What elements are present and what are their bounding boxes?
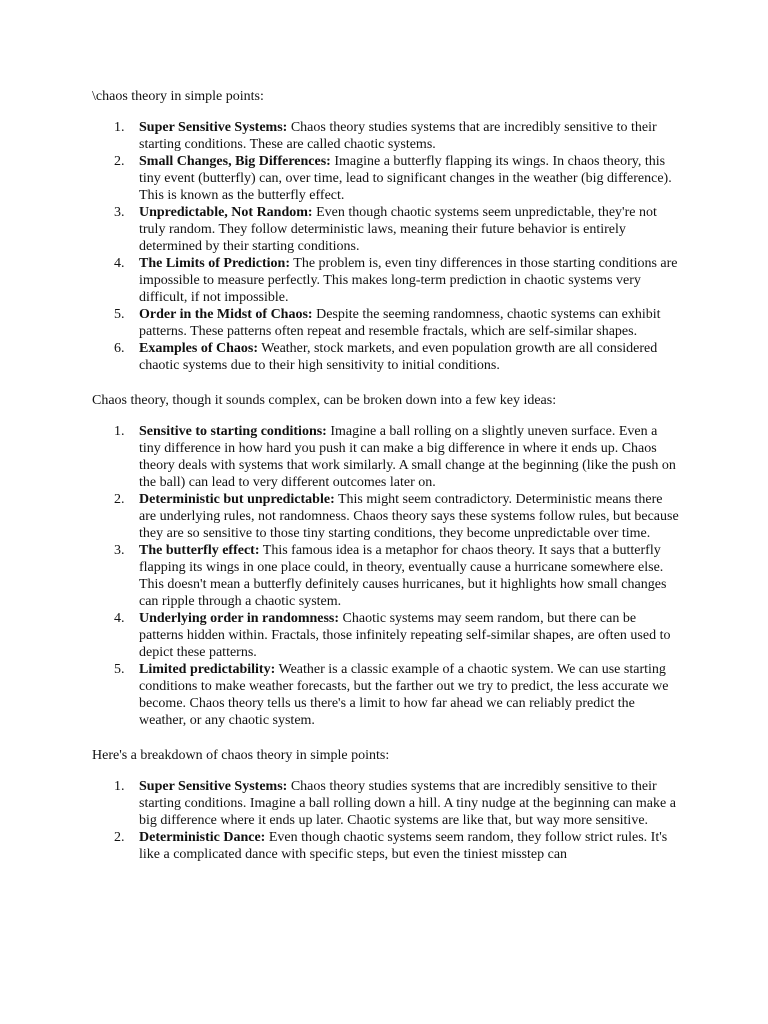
item-title: Deterministic Dance: xyxy=(139,830,266,845)
item-number: 1. xyxy=(114,424,125,439)
item-text: Chaos theory studies systems that are incredibly sensitive to their starting conditions. Imagine a ball rolling down a hill. A tiny nudge at the beginning can make a big difference where it ends up later. Chaotic systems are like that, but way more sensitive. xyxy=(139,779,676,828)
section-3-intro: Here's a breakdown of chaos theory in simple points: xyxy=(92,748,390,763)
item-title: Unpredictable, Not Random: xyxy=(139,205,313,220)
section-2-list xyxy=(92,423,682,729)
item-number: 1. xyxy=(114,120,125,135)
item-text: Weather, stock markets, and even population growth are all considered chaotic systems due to their high sensitivity to initial conditions. xyxy=(139,341,658,373)
list-item xyxy=(92,153,682,204)
item-number: 5. xyxy=(114,662,125,677)
item-text: Despite the seeming randomness, chaotic systems can exhibit patterns. These patterns often repeat and resemble fractals, which are self-similar shapes. xyxy=(139,307,661,339)
item-number: 2. xyxy=(114,492,125,507)
item-number: 3. xyxy=(114,205,125,220)
list-item xyxy=(92,306,682,340)
section-1-intro: \chaos theory in simple points: xyxy=(92,89,264,104)
list-item xyxy=(92,119,682,153)
item-title: Super Sensitive Systems: xyxy=(139,120,288,135)
item-text: This famous idea is a metaphor for chaos theory. It says that a butterfly flapping its wings in one place could, in theory, eventually cause a hurricane somewhere else. This doesn't mean a butterfly definitely causes hurricanes, but it highlights how small changes can ripple through a chaotic system. xyxy=(139,543,667,609)
document-page xyxy=(92,88,682,863)
item-text: Even though chaotic systems seem unpredictable, they're not truly random. They follow deterministic laws, meaning their future behavior is entirely determined by their starting conditions. xyxy=(139,205,657,254)
list-item xyxy=(92,423,682,491)
item-number: 4. xyxy=(114,611,125,626)
item-title: Small Changes, Big Differences: xyxy=(139,154,331,169)
item-number: 3. xyxy=(114,543,125,558)
section-3-list xyxy=(92,778,682,863)
item-title: Examples of Chaos: xyxy=(139,341,259,356)
item-title: Limited predictability: xyxy=(139,662,276,677)
section-2-intro: Chaos theory, though it sounds complex, can be broken down into a few key ideas: xyxy=(92,393,557,408)
item-text: Chaotic systems may seem random, but there can be patterns hidden within. Fractals, those infinitely repeating self-similar shapes, are often used to depict these patterns. xyxy=(139,611,671,660)
item-number: 2. xyxy=(114,830,125,845)
item-title: The butterfly effect: xyxy=(139,543,260,558)
list-item xyxy=(92,829,682,863)
list-item xyxy=(92,610,682,661)
item-number: 4. xyxy=(114,256,125,271)
item-text: Imagine a ball rolling on a slightly uneven surface. Even a tiny difference in how hard you push it can make a big difference in where it ends up. Chaos theory deals with systems that work similarly. A small change at the beginning (like the push on the ball) can lead to very different outcomes later on. xyxy=(139,424,676,490)
item-text: The problem is, even tiny differences in those starting conditions are impossible to measure perfectly. This makes long-term prediction in chaotic systems very difficult, if not impossible. xyxy=(139,256,678,305)
item-text: Weather is a classic example of a chaotic system. We can use starting conditions to make weather forecasts, but the farther out we try to predict, the less accurate we become. Chaos theory tells us there's a limit to how far ahead we can reliably predict the weather, or any chaotic system. xyxy=(139,662,669,728)
item-text: Imagine a butterfly flapping its wings. In chaos theory, this tiny event (butterfly) can, over time, lead to significant changes in the weather (big difference). This is known as the butterfly effect. xyxy=(139,154,672,203)
item-title: Super Sensitive Systems: xyxy=(139,779,288,794)
list-item xyxy=(92,542,682,610)
list-item xyxy=(92,340,682,374)
item-title: Underlying order in randomness: xyxy=(139,611,340,626)
item-title: Sensitive to starting conditions: xyxy=(139,424,327,439)
item-title: The Limits of Prediction: xyxy=(139,256,291,271)
item-title: Deterministic but unpredictable: xyxy=(139,492,335,507)
list-item xyxy=(92,255,682,306)
item-text: Chaos theory studies systems that are incredibly sensitive to their starting conditions. These are called chaotic systems. xyxy=(139,120,657,152)
item-title: Order in the Midst of Chaos: xyxy=(139,307,313,322)
item-number: 2. xyxy=(114,154,125,169)
list-item xyxy=(92,778,682,829)
list-item xyxy=(92,661,682,729)
item-text: Even though chaotic systems seem random, they follow strict rules. It's like a complicated dance with specific steps, but even the tiniest misstep can xyxy=(139,830,668,862)
item-text: This might seem contradictory. Deterministic means there are underlying rules, not randomness. Chaos theory says these systems follow rules, but because they are so sensitive to those tiny starting conditions, they become unpredictable over time. xyxy=(139,492,679,541)
item-number: 5. xyxy=(114,307,125,322)
section-1-list xyxy=(92,119,682,374)
list-item xyxy=(92,491,682,542)
item-number: 6. xyxy=(114,341,125,356)
item-number: 1. xyxy=(114,779,125,794)
list-item xyxy=(92,204,682,255)
